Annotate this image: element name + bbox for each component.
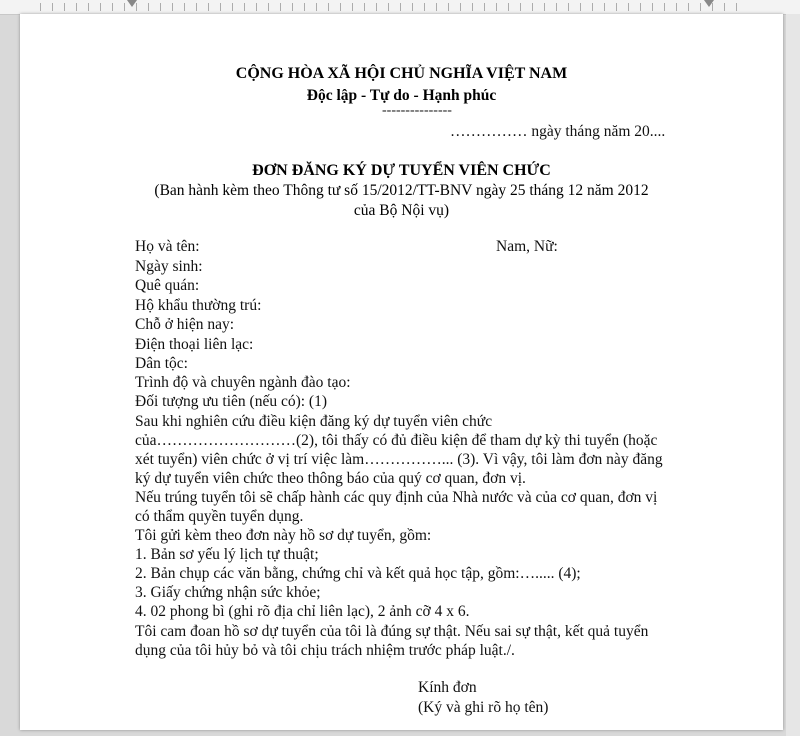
motto: Độc lập - Tự do - Hạnh phúc (306, 87, 497, 104)
field-hometown: Quê quán: (135, 277, 200, 294)
field-ethnicity: Dân tộc: (135, 355, 188, 372)
form-subtitle-line-1: (Ban hành kèm theo Thông tư số 15/2012/TT-BNV ngày 25 tháng 12 năm 2012 (154, 182, 649, 199)
right-indent-marker[interactable] (704, 0, 714, 7)
field-phone: Điện thoại liên lạc: (135, 336, 254, 353)
field-priority: Đối tượng ưu tiên (nếu có): (1) (135, 393, 328, 410)
date-line: …………… ngày tháng năm 20.... (450, 123, 666, 140)
field-dob: Ngày sinh: (135, 258, 203, 275)
first-line-indent-marker[interactable] (127, 0, 137, 7)
ruler-ticks (40, 3, 740, 11)
header-separator: --------------- (382, 103, 452, 118)
list-item-2: 2. Bản chụp các văn bằng, chứng chỉ và kết quả học tập, gồm:…..... (4); (135, 565, 581, 582)
country-heading: CỘNG HÒA XÃ HỘI CHỦ NGHĨA VIỆT NAM (235, 65, 568, 82)
field-household: Hộ khẩu thường trú: (135, 297, 262, 314)
paragraph-2-line-1: Nếu trúng tuyển tôi sẽ chấp hành các quy định của Nhà nước và của cơ quan, đơn vị (135, 489, 658, 506)
field-education: Trình độ và chuyên ngành đào tạo: (135, 374, 351, 391)
list-item-1: 1. Bản sơ yếu lý lịch tự thuật; (135, 546, 319, 563)
field-gender: Nam, Nữ: (496, 238, 558, 255)
paragraph-1-line-3: xét tuyển) viên chức ở vị trí việc làm……………... (3). Vì vậy, tôi làm đơn này đăng (135, 451, 663, 468)
list-item-3: 3. Giấy chứng nhận sức khỏe; (135, 584, 321, 601)
vertical-scrollbar[interactable] (786, 14, 800, 736)
field-name: Họ và tên: (135, 238, 200, 255)
paragraph-1-line-4: ký dự tuyển viên chức theo thông báo của quý cơ quan, đơn vị. (135, 470, 526, 487)
list-item-4: 4. 02 phong bì (ghi rõ địa chỉ liên lạc), 2 ảnh cỡ 4 x 6. (135, 603, 470, 620)
paragraph-2-line-2: có thẩm quyền tuyển dụng. (135, 508, 304, 525)
closing-text: Kính đơn (418, 679, 477, 696)
horizontal-ruler[interactable] (0, 0, 800, 15)
paragraph-1-line-1: Sau khi nghiên cứu điều kiện đăng ký dự tuyển viên chức (135, 413, 493, 430)
paragraph-4-line-1: Tôi cam đoan hồ sơ dự tuyển của tôi là đúng sự thật. Nếu sai sự thật, kết quả tuyển (135, 623, 649, 640)
paragraph-1-line-2: của………………………(2), tôi thấy có đủ điều kiện để tham dự kỳ thi tuyển (hoặc (135, 432, 658, 449)
form-subtitle-line-2: của Bộ Nội vụ) (353, 202, 450, 219)
form-title: ĐƠN ĐĂNG KÝ DỰ TUYỂN VIÊN CHỨC (252, 162, 551, 179)
paragraph-3: Tôi gửi kèm theo đơn này hồ sơ dự tuyển, gồm: (135, 527, 432, 544)
field-residence: Chỗ ở hiện nay: (135, 316, 235, 333)
signature-note: (Ký và ghi rõ họ tên) (418, 699, 549, 716)
paragraph-4-line-2: dụng của tôi hủy bỏ và tôi chịu trách nhiệm trước pháp luật./. (135, 642, 515, 659)
document-page[interactable] (20, 14, 783, 730)
